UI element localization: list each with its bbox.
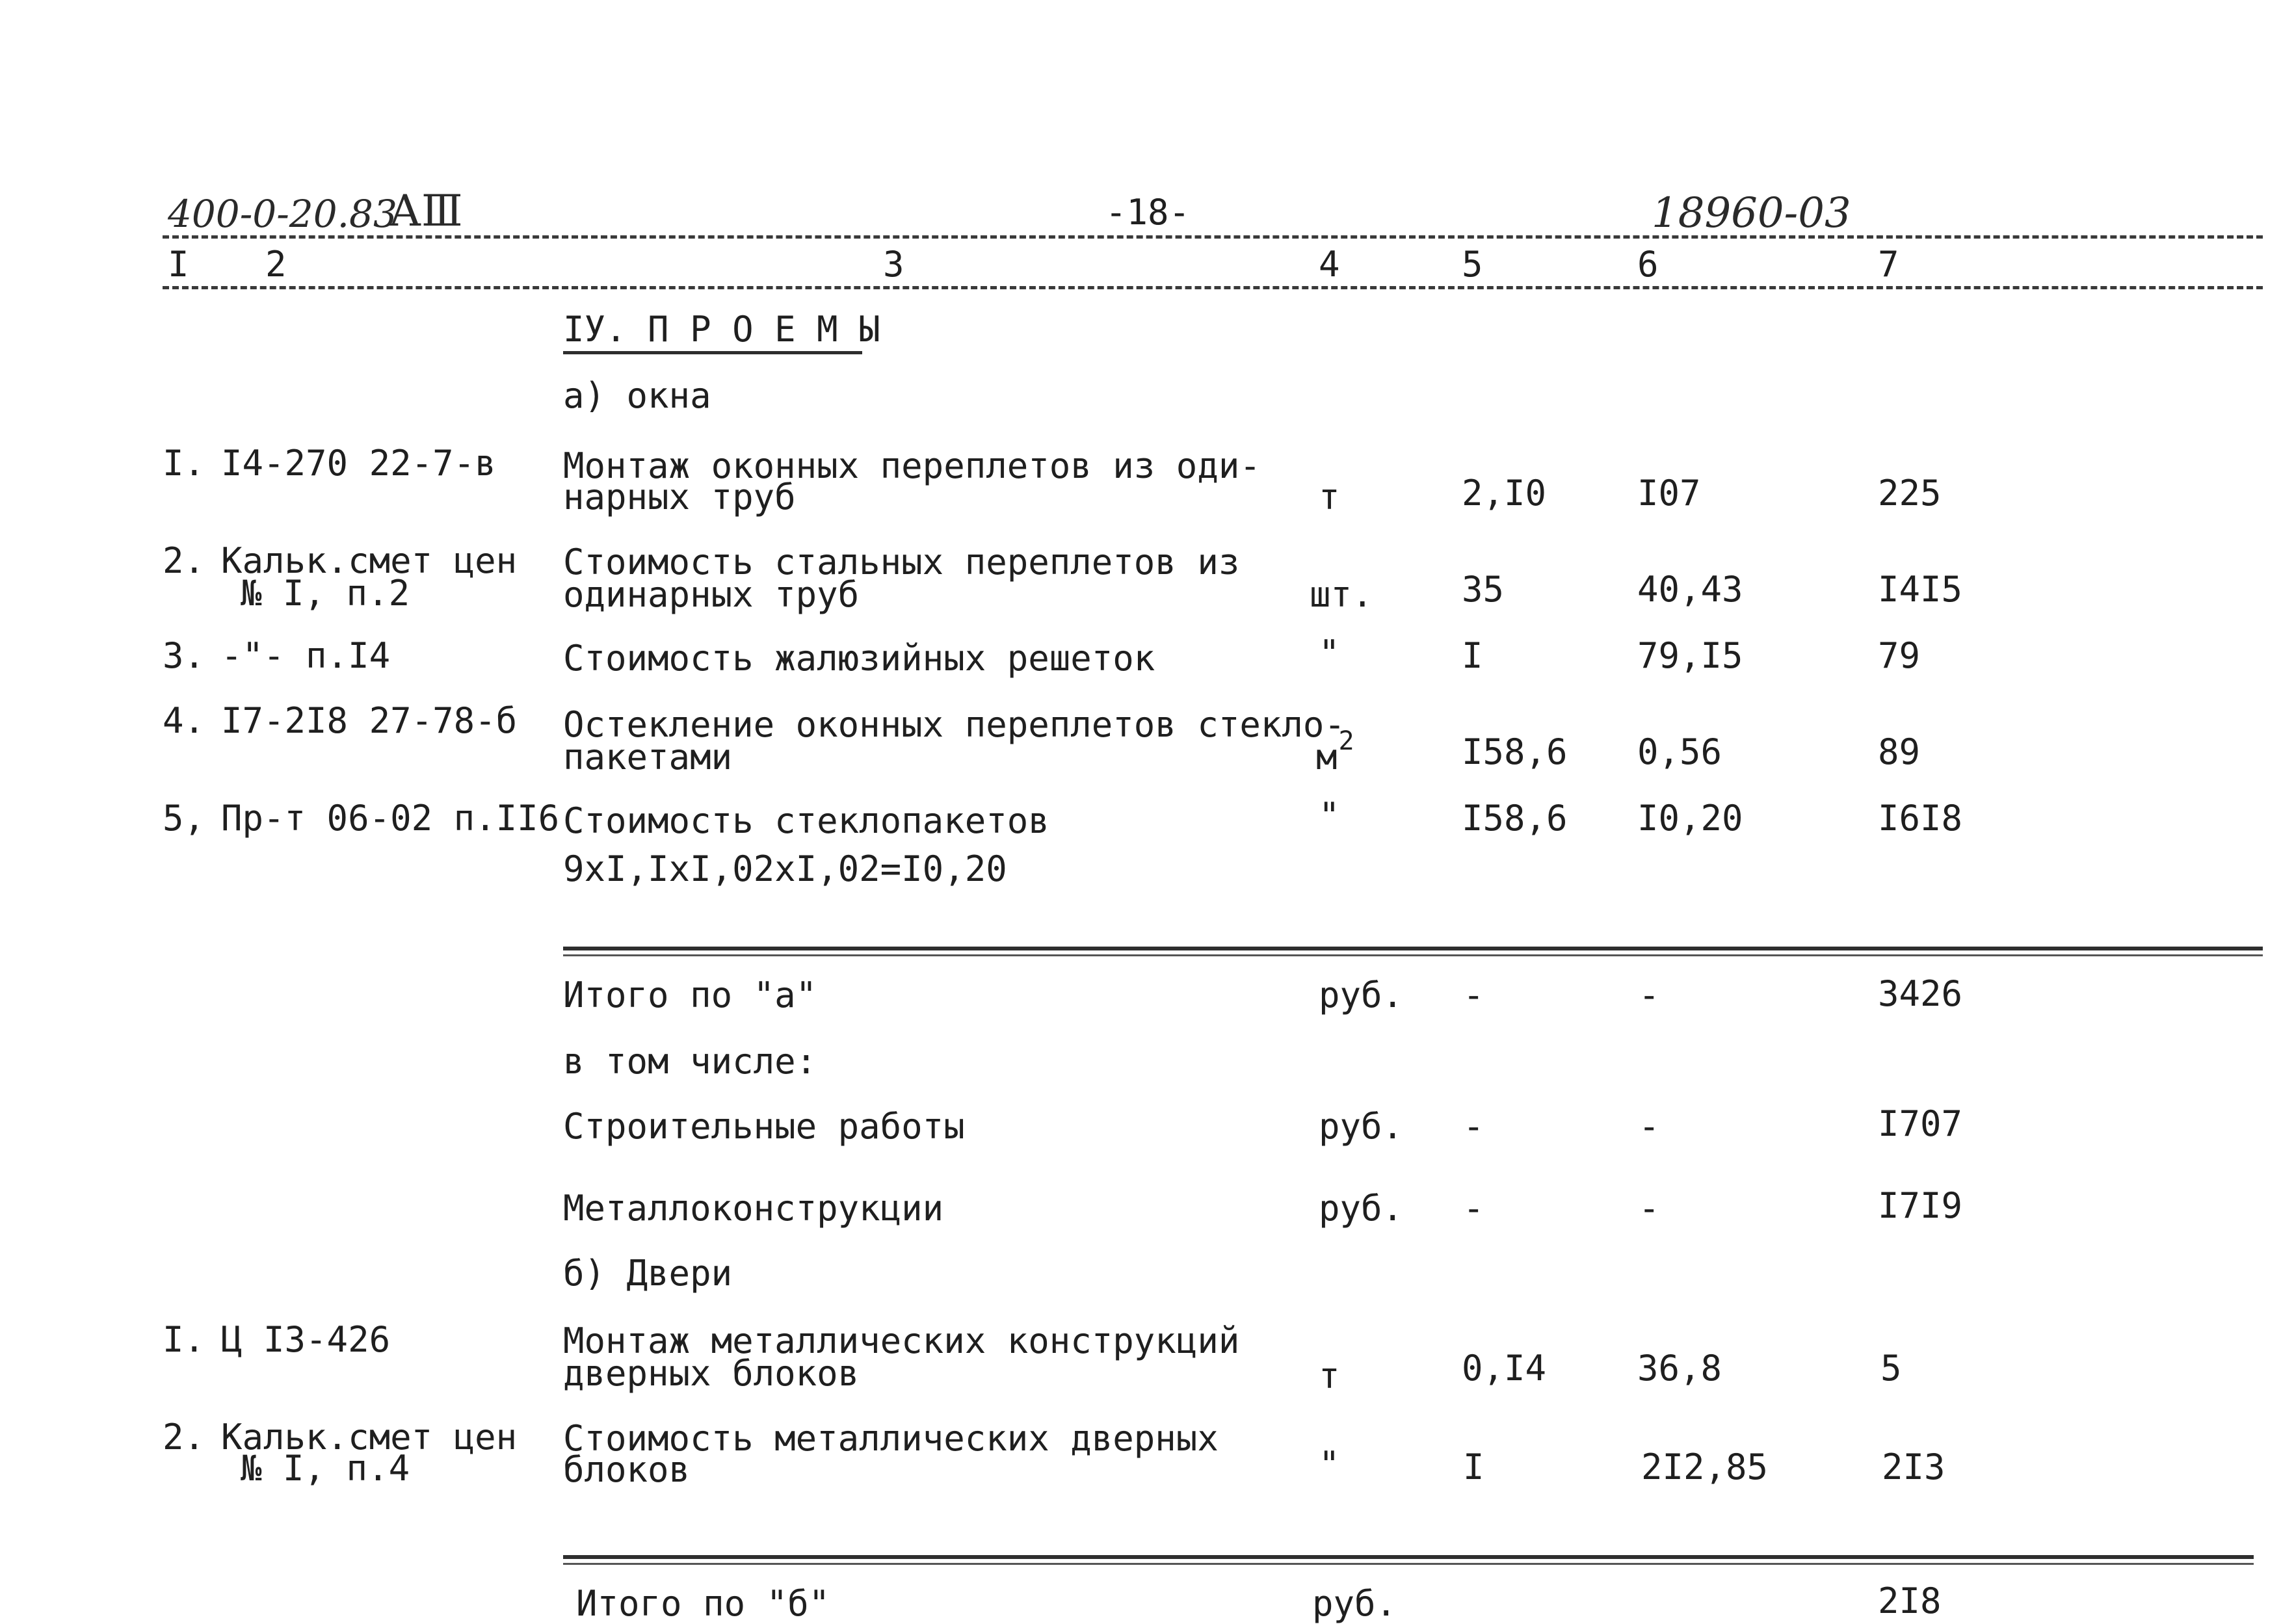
construction-total: I707: [1878, 1103, 1963, 1144]
row-description-line1: Стоимость жалюзийных решеток: [563, 638, 1155, 679]
col-header-4: 4: [1319, 244, 1340, 285]
construction-unit: руб.: [1319, 1106, 1404, 1147]
row-unit-price: I07: [1637, 473, 1701, 514]
row-number: 2.: [163, 540, 205, 581]
row-number: 5,: [163, 798, 205, 839]
row-quantity: I58,6: [1462, 731, 1568, 772]
row-quantity: 2,I0: [1462, 473, 1547, 514]
section-title-underline: [563, 351, 862, 354]
metal-price: -: [1639, 1188, 1660, 1229]
row-unit-price: 36,8: [1637, 1348, 1722, 1389]
construction-price: -: [1639, 1106, 1660, 1147]
row-basis-line2: № I, п.4: [241, 1448, 410, 1489]
subtotal-rule-thin: [563, 954, 2263, 956]
row-basis: I7-2I8 27-78-б: [221, 700, 518, 741]
row-basis: Пр-т 06-02 п.II6: [221, 798, 560, 839]
row-number: 3.: [163, 635, 205, 676]
row-total: 5: [1880, 1348, 1902, 1389]
total-a-price: -: [1639, 975, 1660, 1015]
total-a-value: 3426: [1878, 973, 1963, 1014]
row-quantity: 35: [1462, 569, 1505, 610]
row-description-line1: Монтаж металлических конструкций: [563, 1320, 1240, 1361]
col-header-5: 5: [1462, 244, 1483, 285]
row-total: 2I3: [1882, 1447, 1945, 1487]
metal-total: I7I9: [1878, 1185, 1963, 1226]
total-b-unit: руб.: [1312, 1583, 1397, 1624]
section-title: IУ. П Р О Е М Ы: [563, 309, 880, 350]
construction-label: Строительные работы: [563, 1106, 965, 1147]
metal-label: Металлоконструкции: [563, 1188, 944, 1229]
total-b-value: 2I8: [1878, 1580, 1942, 1621]
col-header-2: 2: [265, 244, 287, 285]
total-a-unit: руб.: [1319, 975, 1404, 1015]
row-total: 89: [1878, 731, 1921, 772]
col-header-3: 3: [883, 244, 904, 285]
row-unit-price: 0,56: [1637, 731, 1722, 772]
row-description-line2: нарных труб: [563, 477, 796, 517]
row-total: 225: [1878, 473, 1942, 514]
row-unit-price: 79,I5: [1637, 635, 1743, 676]
row-description-line2: блоков: [563, 1449, 691, 1490]
row-basis: Кальк.смет цен: [221, 540, 518, 581]
col-header-6: 6: [1637, 244, 1659, 285]
row-description-line1: Стоимость стеклопакетов: [563, 800, 1049, 841]
row-number: I.: [163, 1319, 205, 1360]
row-unit: ": [1319, 1444, 1340, 1485]
subtotal-rule-b-thin: [563, 1563, 2254, 1565]
total-a-label: Итого по "а": [563, 975, 817, 1015]
subsection-a-title: а) окна: [563, 375, 711, 416]
row-number: 4.: [163, 700, 205, 741]
row-description-line2: 9хI,IхI,02хI,02=I0,20: [563, 848, 1007, 889]
row-basis: Кальк.смет цен: [221, 1417, 518, 1458]
row-unit-price: 2I2,85: [1641, 1447, 1769, 1487]
header-dash-line: [163, 235, 2263, 239]
album-code: АⅢ: [389, 186, 463, 236]
row-description-line1: Стоимость металлических дверных: [563, 1418, 1219, 1459]
row-unit: т: [1319, 477, 1340, 517]
row-total: I6I8: [1878, 798, 1963, 839]
row-unit: ": [1319, 633, 1340, 674]
subtotal-rule-b: [563, 1555, 2254, 1559]
row-unit-price: I0,20: [1637, 798, 1743, 839]
subsection-b-title: б) Двери: [563, 1253, 733, 1294]
subtotal-rule: [563, 947, 2263, 950]
row-basis-line2: № I, п.2: [241, 573, 410, 614]
doc-code: 400-0-20.83: [168, 192, 397, 236]
construction-qty: -: [1463, 1106, 1484, 1147]
row-basis: I4-270 22-7-в: [221, 443, 496, 484]
row-basis: Ц I3-426: [221, 1319, 391, 1360]
row-quantity: I: [1463, 1447, 1484, 1487]
row-unit-price: 40,43: [1637, 569, 1743, 610]
row-quantity: I: [1462, 635, 1483, 676]
row-description-line1: Монтаж оконных переплетов из оди-: [563, 445, 1261, 486]
col-header-1: I: [168, 244, 189, 285]
row-description-line1: Остекление оконных переплетов стекло-: [563, 704, 1345, 745]
row-description-line2: дверных блоков: [563, 1353, 860, 1394]
row-description-line1: Стоимость стальных переплетов из: [563, 542, 1240, 583]
column-dash-line: [163, 286, 2263, 289]
sheet-code: 18960-03: [1652, 189, 1851, 237]
including-label: в том числе:: [563, 1041, 817, 1082]
row-quantity: 0,I4: [1462, 1348, 1547, 1389]
metal-unit: руб.: [1319, 1188, 1404, 1229]
row-unit: ": [1319, 795, 1340, 836]
row-description-line2: пакетами: [563, 737, 733, 778]
col-header-7: 7: [1878, 244, 1899, 285]
total-a-qty: -: [1463, 975, 1484, 1015]
row-number: 2.: [163, 1417, 205, 1458]
row-unit: $м^2$: [1316, 726, 1354, 778]
row-quantity: I58,6: [1462, 798, 1568, 839]
row-unit: т: [1319, 1356, 1340, 1396]
row-unit: шт.: [1310, 574, 1373, 615]
row-total: I4I5: [1878, 569, 1963, 610]
total-b-label: Итого по "б": [576, 1583, 830, 1624]
row-basis: -"- п.I4: [221, 635, 391, 676]
row-description-line2: одинарных труб: [563, 574, 860, 615]
row-total: 79: [1878, 635, 1921, 676]
metal-qty: -: [1463, 1188, 1484, 1229]
page-number: -18-: [1105, 192, 1191, 233]
row-number: I.: [163, 443, 205, 484]
